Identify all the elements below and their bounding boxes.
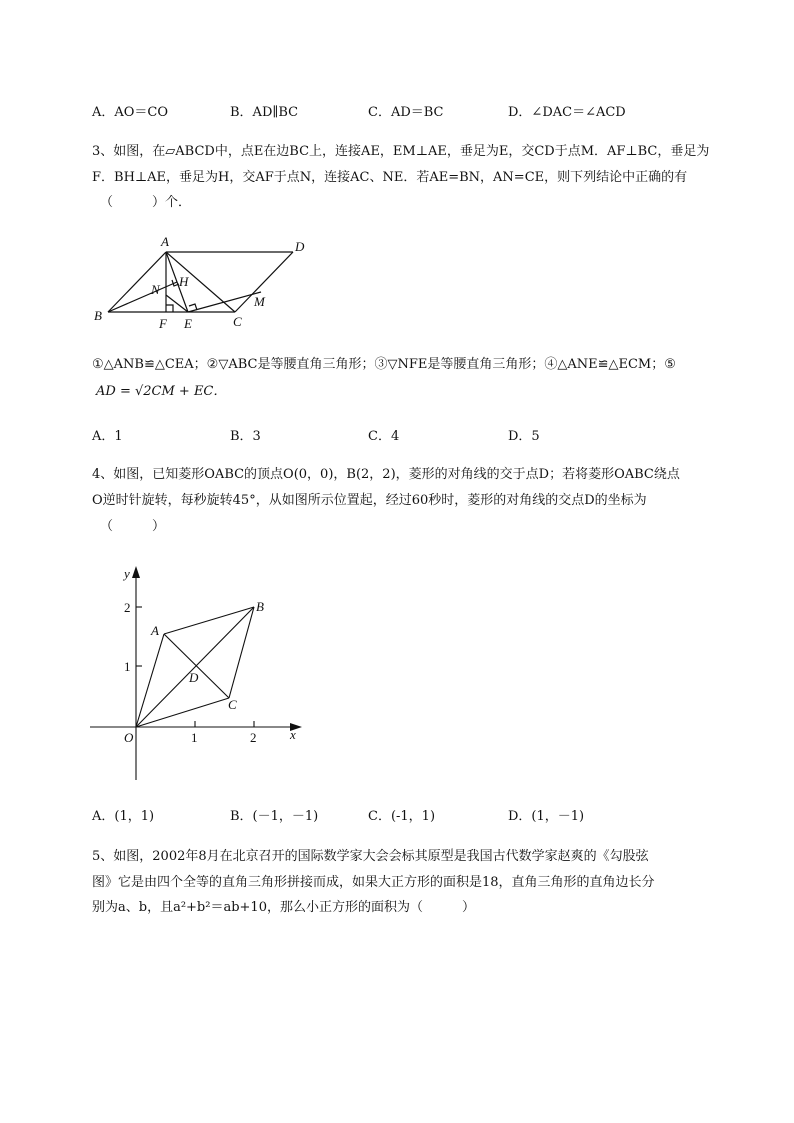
q5-text-line3: 别为a、b，且a²+b²＝ab+10，那么小正方形的面积为（ ） (92, 900, 475, 915)
q3-option-a[interactable]: A．1 (92, 429, 123, 444)
y-axis-arrow (132, 566, 140, 578)
point-label-c: C (228, 697, 237, 712)
q3-text-line2: F．BH⊥AE，垂足为H，交AF于点N，连接AC、NE．若AE=BN，AN=CE，则下列结论中正确的有 (92, 170, 688, 185)
right-angle-f (166, 305, 173, 312)
q2-option-b[interactable]: B．AD∥BC (230, 105, 299, 120)
q5-text-line1: 5、如图，2002年8月在北京召开的国际数学家大会会标其原型是我国古代数学家赵爽的《勾股弦 (92, 849, 649, 864)
q4-option-a[interactable]: A．(1，1) (92, 809, 155, 824)
q4-answer-blank: （ ） (100, 519, 166, 534)
segment-em (188, 292, 261, 312)
label-f: F (159, 316, 167, 331)
q3-answer-blank: （ ）个． (100, 195, 192, 210)
y-tick-label-1: 1 (124, 659, 131, 674)
q2-option-c[interactable]: C．AD＝BC (368, 105, 444, 120)
q3-option-b[interactable]: B．3 (230, 429, 261, 444)
q3-statements-line1: ①△ANB≌△CEA；②▽ABC是等腰直角三角形；③▽NFE是等腰直角三角形；④△ANE≌△ECM；⑤ (92, 357, 676, 372)
label-e: E (184, 316, 192, 331)
side-bc (229, 607, 254, 698)
q3-text-line1: 3、如图，在▱ABCD中，点E在边BC上，连接AE，EM⊥AE，垂足为E，交CD于点M．AF⊥BC，垂足为 (92, 144, 710, 159)
right-angle-e (189, 304, 197, 310)
segment-bh (108, 282, 177, 312)
q2-option-d[interactable]: D．∠DAC＝∠ACD (508, 105, 626, 120)
q4-rhombus-coordinate-figure (90, 562, 310, 784)
label-h: H (179, 274, 189, 289)
y-axis-label: y (124, 566, 130, 581)
q4-option-d[interactable]: D．(1，－1) (508, 809, 585, 824)
point-label-d: D (189, 670, 199, 685)
q3-option-c[interactable]: C．4 (368, 429, 400, 444)
label-c: C (233, 314, 242, 329)
q3-option-d[interactable]: D．5 (508, 429, 540, 444)
point-label-a: A (151, 623, 159, 638)
origin-label: O (124, 730, 134, 745)
q4-text-line2: O逆时针旋转，每秒旋转45°，从如图所示位置起，经过60秒时，菱形的对角线的交点D的坐标为 (92, 493, 647, 508)
q4-option-c[interactable]: C．(-1，1) (368, 809, 436, 824)
q5-text-line2: 图》它是由四个全等的直角三角形拼接而成，如果大正方形的面积是18，直角三角形的直角边长分 (92, 875, 655, 890)
q4-option-b[interactable]: B．(－1，－1) (230, 809, 319, 824)
x-tick-label-2: 2 (250, 730, 257, 745)
q3-parallelogram-figure (88, 230, 328, 340)
x-axis-label: x (290, 727, 296, 742)
q2-option-a[interactable]: A．AO＝CO (92, 105, 169, 120)
q3-statements-line2: AD = √2CM + EC． (96, 384, 227, 399)
label-d: D (295, 239, 305, 254)
label-n: N (151, 282, 160, 297)
q4-text-line1: 4、如图，已知菱形OABC的顶点O(0，0)，B(2，2)，菱形的对角线的交于点D；若将菱形OABC绕点 (92, 467, 680, 482)
label-a: A (161, 234, 169, 249)
label-m: M (254, 294, 265, 309)
y-tick-label-2: 2 (124, 600, 131, 615)
label-b: B (94, 308, 102, 323)
x-tick-label-1: 1 (191, 730, 198, 745)
point-label-b: B (256, 599, 264, 614)
